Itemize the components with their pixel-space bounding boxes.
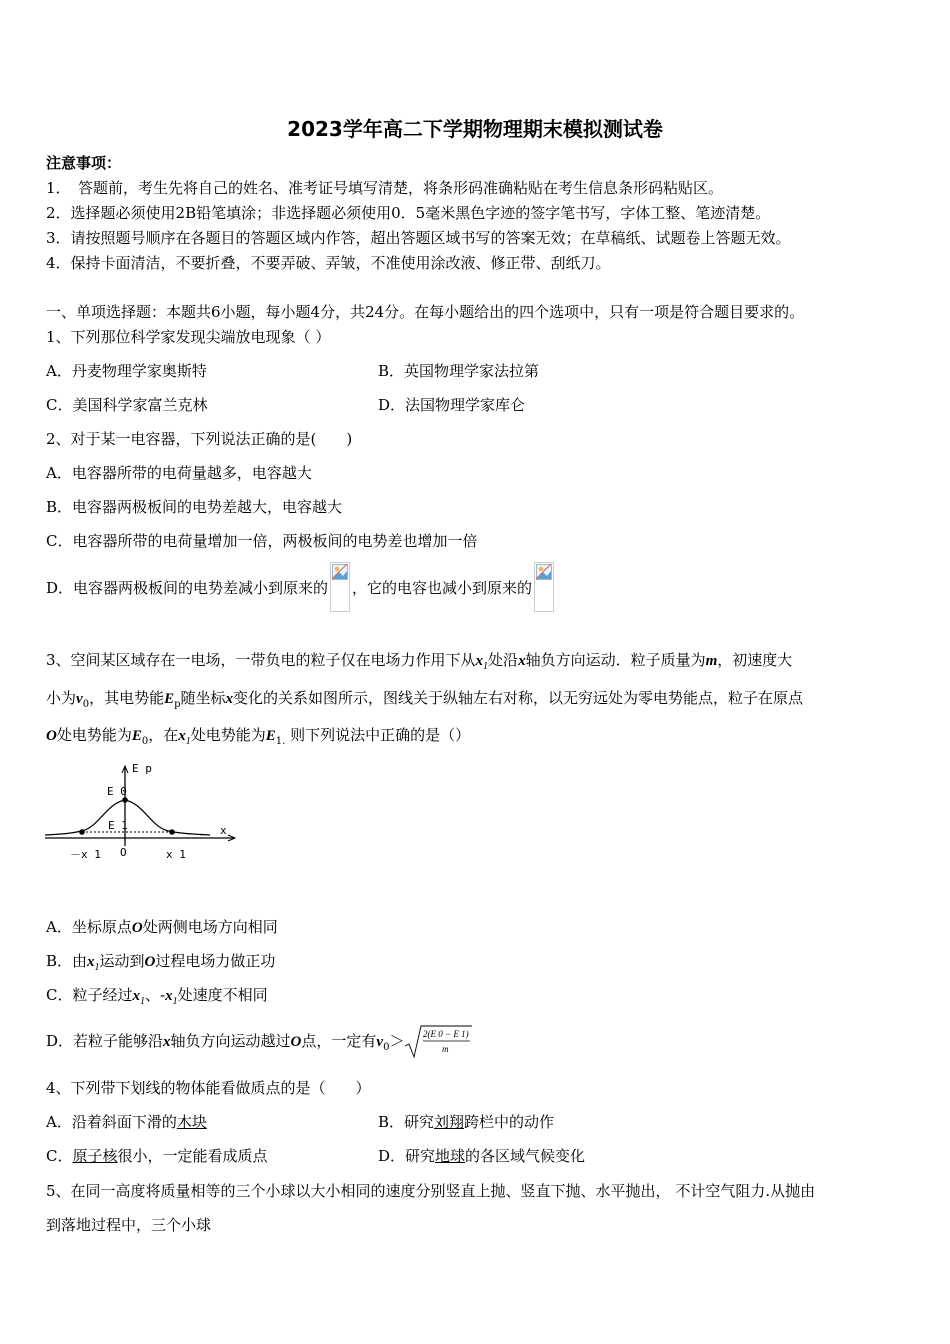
q1-option-a: A．丹麦物理学家奥斯特 (46, 362, 207, 380)
text: 轴负方向运动．粒子质量为 (525, 651, 706, 669)
symbol: v (76, 691, 83, 707)
text: 处电势能为 (56, 726, 132, 744)
q4-option-a (46, 1112, 207, 1132)
underlined-text: 地球 (435, 1147, 466, 1165)
broken-image-icon (534, 562, 554, 612)
q2-d-text1: D．电容器两极板间的电势差减小到原来的 (46, 579, 329, 597)
text: C． (46, 1147, 73, 1165)
q3-line-2 (46, 688, 803, 715)
text: D．若粒子能够沿 (46, 1032, 164, 1050)
symbol: x (475, 653, 484, 669)
q4-option-d (378, 1146, 585, 1166)
symbol: x (163, 1034, 171, 1050)
q5-line-2: 到落地过程中，三个小球 (46, 1216, 212, 1234)
subscript: 1 (483, 661, 489, 672)
text: 过程电场力做正功 (155, 952, 276, 970)
text: 处电势能为 (190, 726, 266, 744)
point-e0 (122, 797, 128, 803)
q3-option-c (46, 985, 268, 1012)
q2-option-b: B．电容器两极板间的电势差越大，电容越大 (46, 498, 343, 516)
symbol: x (225, 691, 234, 707)
text: 的各区域气候变化 (465, 1147, 586, 1165)
origin-label: O (120, 846, 127, 859)
symbol: x (165, 988, 173, 1004)
symbol: x (178, 728, 186, 744)
subscript: 1. (275, 736, 286, 747)
q3-option-a (46, 917, 278, 938)
neg-x1-label: －x 1 (70, 848, 101, 861)
q1-stem: 1、下列那位科学家发现尖端放电现象（ ） (46, 328, 331, 346)
e0-label: E 0 (107, 785, 127, 798)
subscript: 0 (141, 736, 149, 747)
text: 处两侧电场方向相同 (142, 918, 278, 936)
text: 随坐标 (180, 689, 226, 707)
e1-label: E 1 (108, 819, 128, 832)
notes-heading: 注意事项： (46, 154, 122, 172)
symbol: E (131, 728, 142, 744)
underlined-text: 原子核 (72, 1147, 118, 1165)
text: 轴负方向运动越过 (170, 1032, 291, 1050)
symbol: O (131, 920, 143, 936)
subscript: p (174, 699, 181, 710)
text: ＞ (389, 1032, 405, 1050)
symbol: x (518, 653, 526, 669)
subscript: 1 (172, 996, 178, 1007)
broken-image-icon (330, 562, 350, 612)
text: 很小，一定能看成质点 (117, 1147, 268, 1165)
subscript: 1 (185, 736, 191, 747)
symbol: O (290, 1034, 302, 1050)
q2-option-d (46, 562, 556, 612)
text: 跨栏中的动作 (464, 1113, 555, 1131)
note-item: 1． 答题前，考生先将自己的姓名、准考证号填写清楚，将条形码准确粘贴在考生信息条形码粘贴区。 (46, 179, 724, 197)
q1-option-d: D．法国物理学家库仑 (378, 396, 526, 414)
q2-d-text2: ，它的电容也减小到原来的 (352, 579, 533, 597)
text: 点，一定有 (301, 1032, 377, 1050)
formula-numerator: 2(E 0 − E 1) (423, 1029, 470, 1039)
q1-option-b: B．英国物理学家法拉第 (378, 362, 540, 380)
q4-option-c (46, 1146, 268, 1166)
subscript: 0 (383, 1042, 390, 1053)
q2-stem: 2、对于某一电容器，下列说法正确的是( ) (46, 430, 353, 448)
note-item: 2．选择题必须使用2B铅笔填涂；非选择题必须使用0．5毫米黑色字迹的签字笔书写，字体工整、笔迹清楚。 (46, 204, 771, 222)
text: ，在 (148, 726, 179, 744)
note-item: 3．请按照题号顺序在各题目的答题区域内作答，超出答题区域书写的答案无效；在草稿纸、试题卷上答题无效。 (46, 229, 791, 247)
text: B．研究 (378, 1113, 435, 1131)
subscript: 1 (94, 962, 100, 973)
q4-stem: 4、下列带下划线的物体能看做质点的是（ ） (46, 1079, 371, 1097)
subscript: 1 (139, 996, 145, 1007)
q3-line-3 (46, 725, 470, 752)
symbol: x (132, 988, 140, 1004)
potential-energy-graph (40, 758, 245, 868)
symbol: m (705, 653, 718, 669)
subscript: 0 (82, 699, 90, 710)
underlined-text: 木块 (176, 1113, 207, 1131)
x1-label: x 1 (166, 848, 186, 861)
formula-denominator: m (442, 1044, 449, 1054)
underlined-text: 刘翔 (434, 1113, 465, 1131)
text: 运动到 (99, 952, 145, 970)
q4-option-b (378, 1112, 554, 1132)
text: D．研究 (378, 1147, 436, 1165)
text: C．粒子经过 (46, 986, 133, 1004)
symbol: x (87, 954, 95, 970)
symbol: O (144, 954, 156, 970)
sqrt-formula (404, 1024, 474, 1060)
q3-line-1 (46, 650, 792, 677)
text: A．坐标原点 (46, 918, 132, 936)
y-axis-label: E p (132, 762, 152, 775)
section-heading: 一、单项选择题：本题共6小题，每小题4分，共24分。在每小题给出的四个选项中，只有一项是符合题目要求的。 (46, 303, 805, 321)
q2-option-a: A．电容器所带的电荷量越多，电容越大 (46, 464, 312, 482)
q3-option-b (46, 951, 275, 978)
q3-option-d (46, 1022, 474, 1067)
text: 3、空间某区域存在一电场，一带负电的粒子仅在电场力作用下从 (46, 651, 476, 669)
text: ，初速度大 (717, 651, 793, 669)
page-title: 2023学年高二下学期物理期末模拟测试卷 (287, 117, 663, 141)
symbol: v (376, 1034, 384, 1050)
q2-option-c: C．电容器所带的电荷量增加一倍，两极板间的电势差也增加一倍 (46, 532, 478, 550)
text: 则下列说法中正确的是（） (285, 726, 471, 744)
q5-line-1: 5、在同一高度将质量相等的三个小球以大小相同的速度分别竖直上抛、竖直下抛、水平抛出， 不计空气阻力.从抛由 (46, 1182, 816, 1200)
x-axis-label: x (220, 824, 227, 837)
text: 处沿 (488, 651, 519, 669)
point-x1 (169, 829, 175, 835)
note-item: 4．保持卡面清洁，不要折叠，不要弄破、弄皱，不准使用涂改液、修正带、刮纸刀。 (46, 254, 611, 272)
text: 、- (144, 986, 166, 1004)
point-neg-x1 (79, 829, 85, 835)
symbol: E (265, 728, 276, 744)
symbol: E (164, 691, 175, 707)
text: 变化的关系如图所示，图线关于纵轴左右对称，以无穷远处为零电势能点，粒子在原点 (233, 689, 804, 707)
text: ，其电势能 (89, 689, 165, 707)
text: B．由 (46, 952, 88, 970)
text: 小为 (46, 689, 77, 707)
text: 处速度不相同 (177, 986, 268, 1004)
text: A．沿着斜面下滑的 (46, 1113, 177, 1131)
q1-option-c: C．美国科学家富兰克林 (46, 396, 208, 414)
symbol: O (46, 728, 57, 744)
